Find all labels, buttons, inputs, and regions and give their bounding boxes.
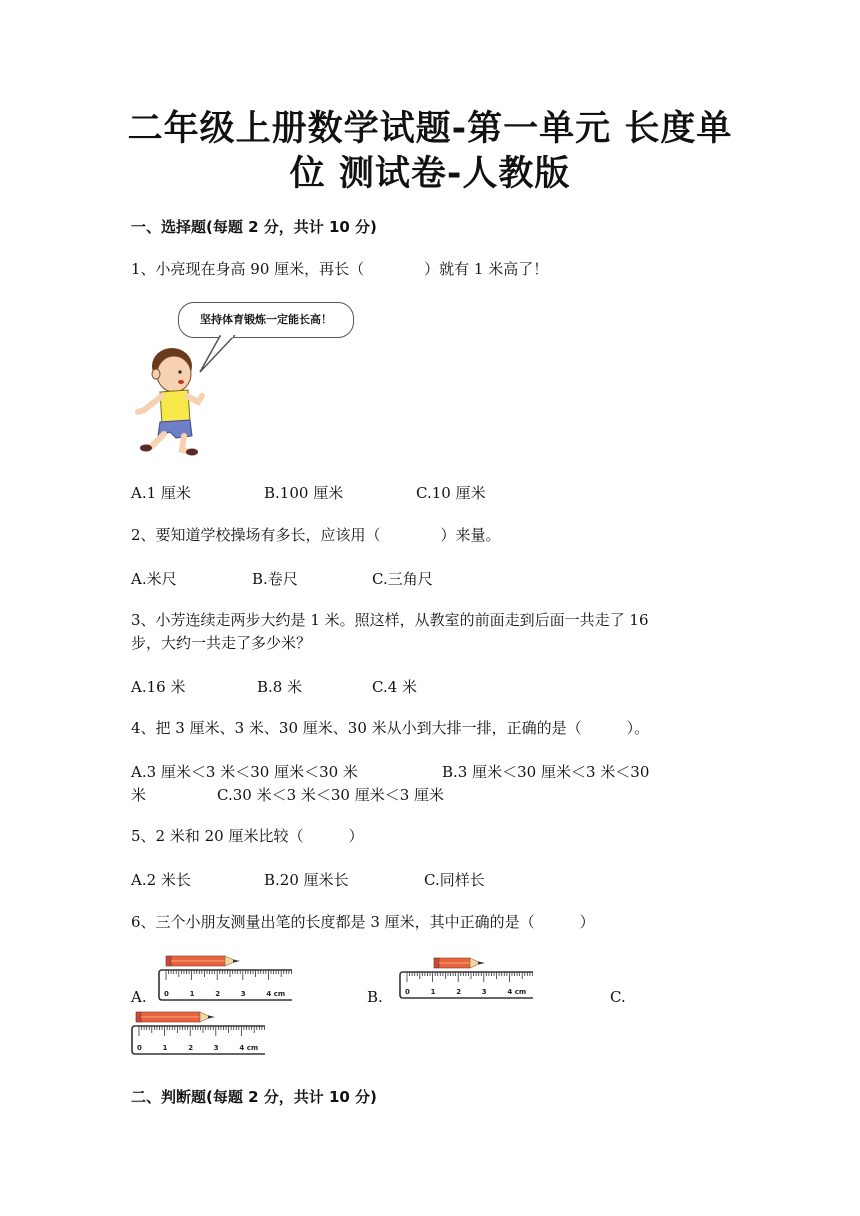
question-1-option-b: B.100 厘米 (264, 484, 344, 502)
question-4-option-c: C.30 米＜3 米＜30 厘米＜3 厘米 (217, 786, 445, 804)
pencil-icon (136, 1012, 215, 1022)
question-3-option-c: C.4 米 (372, 678, 418, 696)
question-4-option-a: A.3 厘米＜3 米＜30 厘米＜30 米 (131, 763, 358, 781)
question-6-option-c: C. (610, 988, 626, 1006)
ruler-tick-label: 4 cm (239, 1044, 259, 1052)
page-title-line2: 位 测试卷-人教版 (289, 154, 571, 194)
ruler-tick-label: 4 cm (266, 990, 286, 998)
ruler-tick-label: 0 (164, 990, 169, 998)
ruler-pencil-c (131, 1008, 267, 1056)
pencil-icon (166, 956, 240, 966)
question-6-option-a: A. (131, 988, 147, 1006)
ruler-tick-label: 1 (189, 990, 195, 998)
boy-running-illustration (130, 300, 370, 460)
ruler-tick-label: 2 (188, 1044, 194, 1052)
question-4-option-b-wrap: 米 (131, 786, 147, 804)
question-2-option-a: A.米尺 (131, 570, 177, 588)
question-1-text: 1、小亮现在身高 90 厘米，再长（ ）就有 1 米高了！ (131, 260, 549, 278)
ruler-tick-label: 3 (213, 1044, 219, 1052)
ruler-tick-label: 3 (240, 990, 246, 998)
question-4-option-b: B.3 厘米＜30 厘米＜3 米＜30 (442, 763, 650, 781)
ruler-pencil-a (158, 952, 294, 1002)
ruler-tick-label: 1 (162, 1044, 168, 1052)
question-5-option-c: C.同样长 (424, 871, 485, 889)
question-3-option-b: B.8 米 (257, 678, 303, 696)
question-2-text: 2、要知道学校操场有多长，应该用（ ）来量。 (131, 526, 501, 544)
question-1-option-a: A.1 厘米 (131, 484, 191, 502)
question-6-option-b: B. (367, 988, 383, 1006)
question-1-option-c: C.10 厘米 (416, 484, 486, 502)
ruler-tick-label: 0 (405, 988, 410, 996)
question-3-text-line1: 3、小芳连续走两步大约是 1 米。照这样，从教室的前面走到后面一共走了 16 (131, 611, 649, 629)
ruler-tick-label: 2 (456, 988, 462, 996)
ruler-tick-label: 0 (137, 1044, 142, 1052)
question-3-option-a: A.16 米 (131, 678, 186, 696)
ruler-tick-label: 1 (430, 988, 436, 996)
question-3-text-line2: 步，大约一共走了多少米？ (131, 634, 312, 652)
question-2-option-c: C.三角尺 (372, 570, 433, 588)
ruler-tick-label: 2 (215, 990, 221, 998)
question-2-option-b: B.卷尺 (252, 570, 298, 588)
speech-bubble: 坚持体育锻炼一定能长高！ (178, 302, 354, 338)
question-4-text: 4、把 3 厘米、3 米、30 厘米、30 米从小到大排一排，正确的是（ ）。 (131, 719, 650, 737)
section-heading-choice: 一、选择题(每题 2 分，共计 10 分) (131, 218, 377, 236)
page-title-line1: 二年级上册数学试题-第一单元 长度单 (127, 109, 733, 149)
question-5-option-b: B.20 厘米长 (264, 871, 349, 889)
question-5-option-a: A.2 米长 (131, 871, 191, 889)
section-heading-judgement: 二、判断题(每题 2 分，共计 10 分) (131, 1088, 377, 1106)
ruler-tick-label: 4 cm (507, 988, 527, 996)
question-6-text: 6、三个小朋友测量出笔的长度都是 3 厘米，其中正确的是（ ） (131, 913, 595, 931)
pencil-icon (434, 958, 485, 968)
question-5-text: 5、2 米和 20 厘米比较（ ） (131, 827, 364, 845)
ruler-pencil-b (399, 954, 535, 1000)
ruler-tick-label: 3 (481, 988, 487, 996)
